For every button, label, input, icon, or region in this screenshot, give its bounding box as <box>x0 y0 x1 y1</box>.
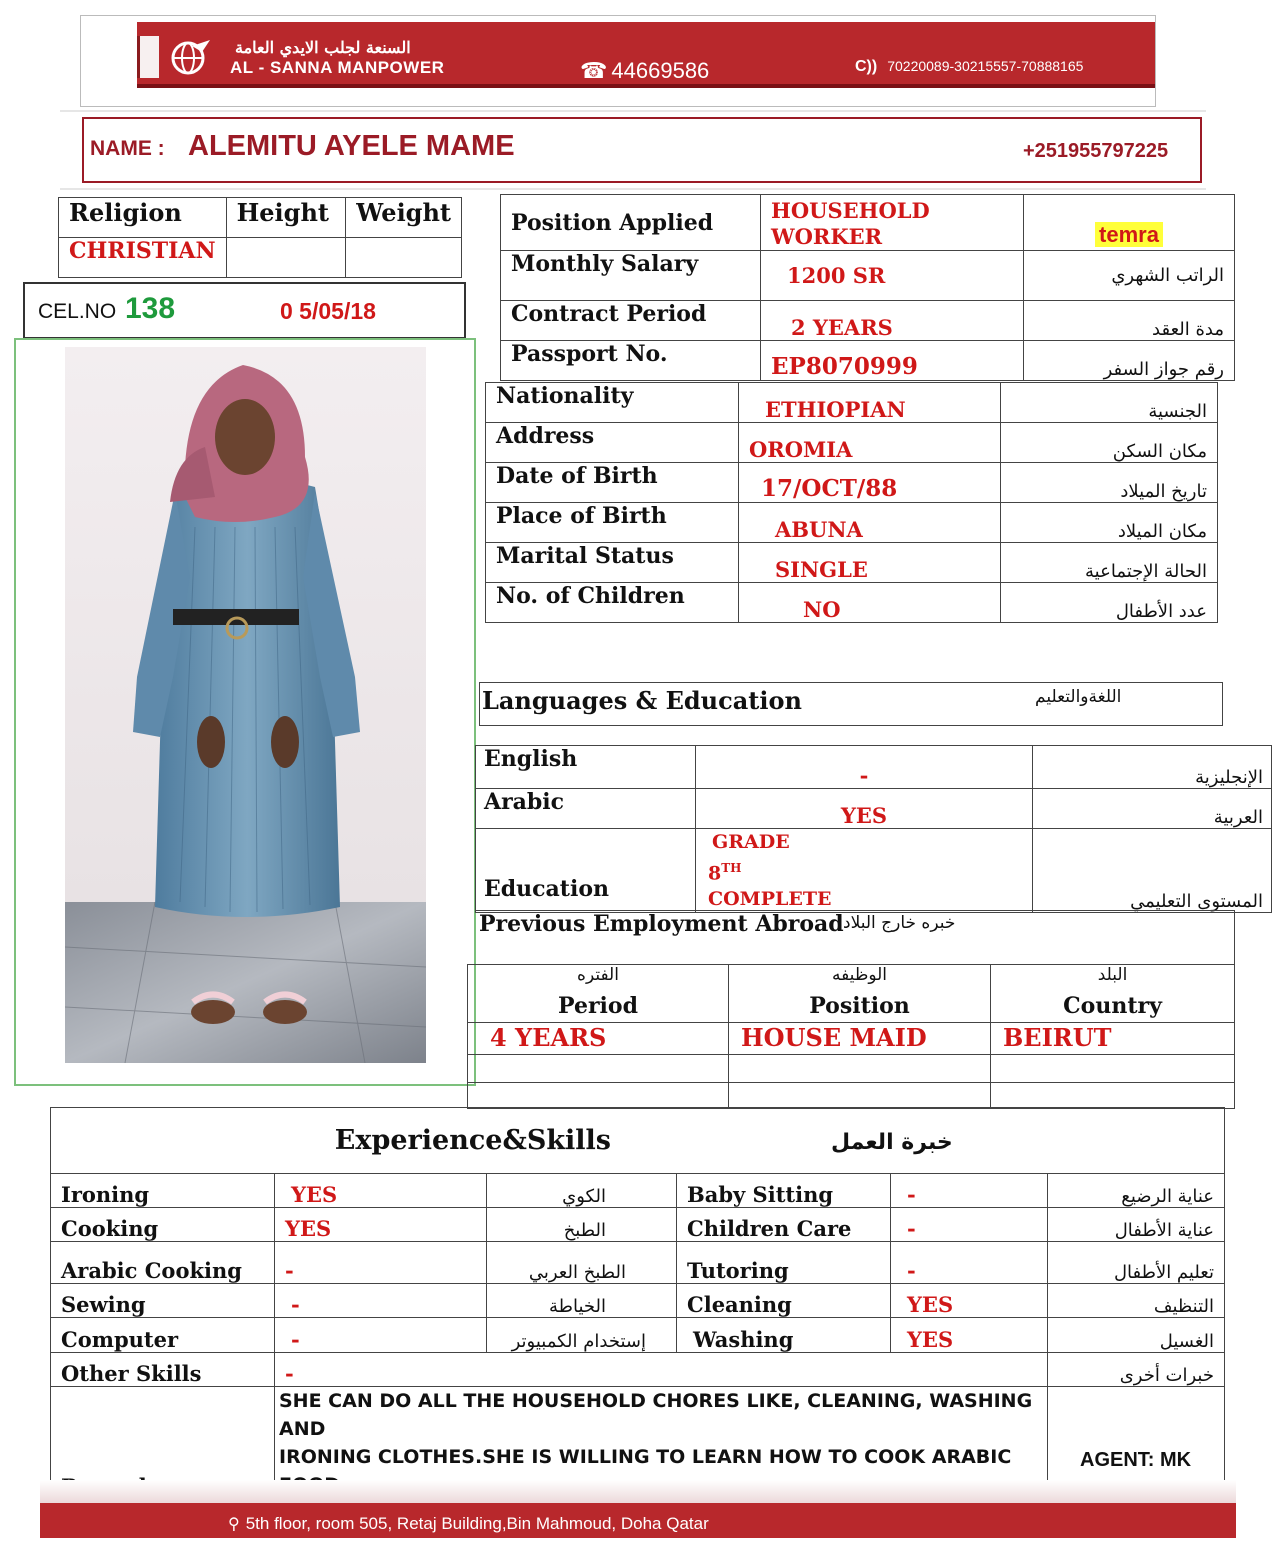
skill-computer-value: - <box>275 1318 487 1353</box>
skill-cooking-value: YES <box>275 1208 487 1242</box>
pob-value: ABUNA <box>739 503 1001 543</box>
candidate-photo <box>65 347 426 1063</box>
skill-washing-value: YES <box>891 1318 1048 1353</box>
languages-table <box>475 745 1272 913</box>
address-value: OROMIA <box>739 423 1001 463</box>
education-label: Education <box>476 829 696 913</box>
skill-computer-label: Computer <box>51 1318 275 1353</box>
nationality-arabic: الجنسية <box>1001 383 1218 423</box>
skill-washing-label: Washing <box>677 1318 891 1353</box>
english-arabic: الإنجليزية <box>1033 746 1272 789</box>
cel-number: 138 <box>125 292 176 325</box>
skill-computer-arabic: إستخدام الكمبيوتر <box>487 1318 677 1353</box>
weight-label: Weight <box>346 198 462 238</box>
salary-arabic: الراتب الشهري <box>1024 251 1235 301</box>
experience-title: Experience&Skills <box>334 1125 611 1156</box>
main-phone-number: 44669586 <box>611 58 710 83</box>
position-value-prev: HOUSE MAID <box>729 1023 991 1055</box>
arabic-value: YES <box>696 789 1033 829</box>
dob-label: Date of Birth <box>486 463 739 503</box>
position-value-line1: HOUSEHOLD <box>771 198 930 223</box>
experience-title-arabic: خبرة العمل <box>831 1130 953 1155</box>
empty-cell <box>468 1083 729 1109</box>
location-pin-icon: ⚲ <box>228 1516 240 1533</box>
other-skills-value: - <box>275 1353 1048 1387</box>
children-arabic: عدد الأطفال <box>1001 583 1218 623</box>
skill-childcare-label: Children Care <box>677 1208 891 1242</box>
passport-label: Passport No. <box>501 341 761 381</box>
education-value-line2: 8TH <box>708 861 742 885</box>
skill-babysitting-arabic: عناية الرضيع <box>1048 1174 1225 1208</box>
address-label: Address <box>486 423 739 463</box>
skill-tutoring-label: Tutoring <box>677 1242 891 1284</box>
physical-info-table <box>58 197 462 278</box>
divider <box>60 188 1206 190</box>
skill-tutoring-arabic: تعليم الأطفال <box>1048 1242 1225 1284</box>
english-label: English <box>476 746 696 789</box>
passport-arabic: رقم جواز السفر <box>1024 341 1235 381</box>
skill-sewing-arabic: الخياطة <box>487 1284 677 1318</box>
position-label: Position Applied <box>501 195 761 251</box>
period-arabic: الفتره <box>468 965 729 993</box>
nationality-value: ETHIOPIAN <box>739 383 1001 423</box>
skill-babysitting-label: Baby Sitting <box>677 1174 891 1208</box>
english-value: - <box>696 746 1033 789</box>
skill-cleaning-arabic: التنظيف <box>1048 1284 1225 1318</box>
education-value-line1: GRADE <box>712 831 790 853</box>
passport-value: EP8070999 <box>761 341 1024 381</box>
languages-title-arabic: اللغةوالتعليم <box>1035 687 1122 707</box>
empty-cell <box>468 1055 729 1083</box>
skill-babysitting-value: - <box>891 1174 1048 1208</box>
footer-address-text: 5th floor, room 505, Retaj Building,Bin Mahmoud, Doha Qatar <box>245 1514 709 1533</box>
agent-code: temra <box>1095 222 1163 247</box>
skill-washing-arabic: الغسيل <box>1048 1318 1225 1353</box>
country-header: Country <box>991 993 1235 1023</box>
empty-cell <box>729 1083 991 1109</box>
skill-tutoring-value: - <box>891 1242 1048 1284</box>
skill-arabic-cooking-value: - <box>275 1242 487 1284</box>
skill-sewing-value: - <box>275 1284 487 1318</box>
other-skills-label: Other Skills <box>51 1353 275 1387</box>
dob-arabic: تاريخ الميلاد <box>1001 463 1218 503</box>
skill-ironing-label: Ironing <box>51 1174 275 1208</box>
position-table <box>500 194 1235 381</box>
dob-value: 17/OCT/88 <box>739 463 1001 503</box>
previous-employment-table <box>467 964 1235 1109</box>
country-arabic: البلد <box>991 965 1235 993</box>
empty-cell <box>991 1083 1235 1109</box>
skill-sewing-label: Sewing <box>51 1284 275 1318</box>
footer-address <box>228 1514 709 1534</box>
other-phones <box>855 58 1083 76</box>
pob-arabic: مكان الميلاد <box>1001 503 1218 543</box>
header-banner-edge <box>137 84 1155 88</box>
arabic-label: Arabic <box>476 789 696 829</box>
weight-value <box>346 238 462 278</box>
globe-logo-icon <box>166 38 214 76</box>
main-phone <box>580 58 709 84</box>
religion-value: CHRISTIAN <box>59 238 227 278</box>
name-label: NAME : <box>90 137 165 160</box>
pob-label: Place of Birth <box>486 503 739 543</box>
languages-title: Languages & Education <box>482 686 802 715</box>
height-value <box>226 238 346 278</box>
other-skills-arabic: خبرات أخرى <box>1048 1353 1225 1387</box>
header-left-strip <box>137 36 159 78</box>
skill-cooking-label: Cooking <box>51 1208 275 1242</box>
skill-childcare-arabic: عناية الأطفال <box>1048 1208 1225 1242</box>
marital-label: Marital Status <box>486 543 739 583</box>
experience-title-row <box>51 1108 1225 1174</box>
candidate-name: ALEMITU AYELE MAME <box>188 130 515 162</box>
agent-label: AGENT: MK <box>1080 1449 1192 1471</box>
children-value: NO <box>739 583 1001 623</box>
remarks-line-2: IRONING CLOTHES.SHE IS WILLING TO LEARN HOW TO COOK ARABIC <box>279 1446 1012 1468</box>
position-value <box>761 195 1024 251</box>
period-value: 4 YEARS <box>468 1023 729 1055</box>
company-name-arabic: السنعة لجلب الايدي العامة <box>235 38 411 57</box>
salary-value: 1200 SR <box>761 251 1024 301</box>
skill-ironing-value: YES <box>275 1174 487 1208</box>
period-header: Period <box>468 993 729 1023</box>
previous-employment-title-arabic: خبره خارج البلاد <box>843 913 956 933</box>
marital-value: SINGLE <box>739 543 1001 583</box>
cel-date: 0 5/05/18 <box>280 298 376 324</box>
education-value <box>696 829 1033 913</box>
empty-cell <box>991 1055 1235 1083</box>
salary-label: Monthly Salary <box>501 251 761 301</box>
address-arabic: مكان السكن <box>1001 423 1218 463</box>
education-value-line3: COMPLETE <box>708 888 832 911</box>
contract-value: 2 YEARS <box>761 301 1024 341</box>
height-label: Height <box>226 198 346 238</box>
empty-cell <box>729 1055 991 1083</box>
position-header: Position <box>729 993 991 1023</box>
skill-cleaning-label: Cleaning <box>677 1284 891 1318</box>
previous-employment-title: Previous Employment Abroad <box>479 911 844 937</box>
agent-code-cell <box>1024 195 1235 251</box>
candidate-phone: +251955797225 <box>1023 140 1169 162</box>
contract-arabic: مدة العقد <box>1024 301 1235 341</box>
remarks-line-1: SHE CAN DO ALL THE HOUSEHOLD CHORES LIKE, CLEANING, WASHING AND <box>279 1390 1033 1440</box>
arabic-arabic: العربية <box>1033 789 1272 829</box>
personal-info-table <box>485 382 1218 623</box>
skill-arabic-cooking-label: Arabic Cooking <box>51 1242 275 1284</box>
other-phone-numbers: 70220089-30215557-70888165 <box>887 58 1084 74</box>
skill-cooking-arabic: الطبخ <box>487 1208 677 1242</box>
experience-skills-table <box>50 1107 1225 1500</box>
skill-cleaning-value: YES <box>891 1284 1048 1318</box>
contract-label: Contract Period <box>501 301 761 341</box>
skill-childcare-value: - <box>891 1208 1048 1242</box>
skill-arabic-cooking-arabic: الطبخ العربي <box>487 1242 677 1284</box>
religion-label: Religion <box>59 198 227 238</box>
marital-arabic: الحالة الإجتماعية <box>1001 543 1218 583</box>
footer-gradient <box>40 1480 1236 1503</box>
position-value-line2: WORKER <box>771 224 883 249</box>
children-label: No. of Children <box>486 583 739 623</box>
cel-label: CEL.NO <box>38 300 117 323</box>
mobile-phone-icon: C)) <box>855 58 878 75</box>
nationality-label: Nationality <box>486 383 739 423</box>
divider <box>60 110 1206 112</box>
company-name-english: AL - SANNA MANPOWER <box>230 58 445 77</box>
country-value: BEIRUT <box>991 1023 1235 1055</box>
position-arabic: الوظيفه <box>729 965 991 993</box>
skill-ironing-arabic: الكوي <box>487 1174 677 1208</box>
telephone-icon: ☎ <box>580 58 608 83</box>
education-arabic: المستوى التعليمي <box>1033 829 1272 913</box>
